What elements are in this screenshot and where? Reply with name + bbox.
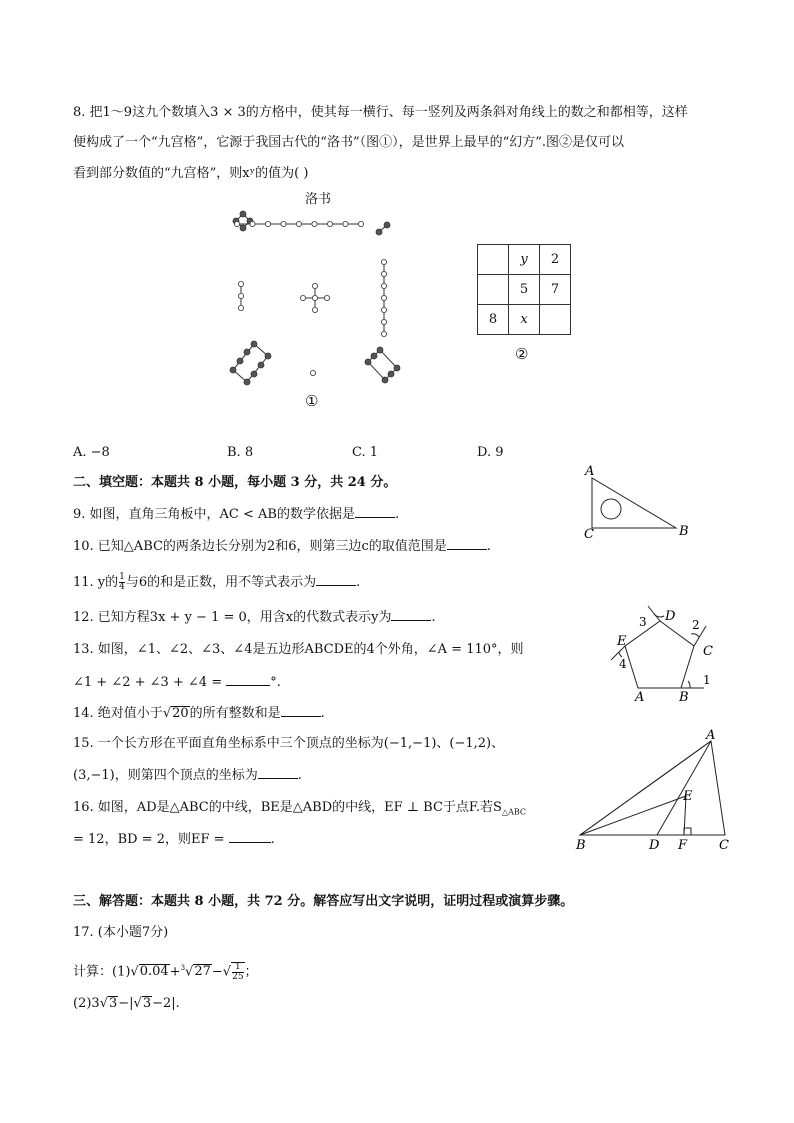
point-label: E [683, 789, 693, 804]
period: . [486, 539, 491, 554]
answer-blank [447, 537, 487, 550]
q8-line2: 便构成了一个“九宫格”，它源于我国古代的“洛书”（图①），是世界上最早的“幻方”.图②是仅可以 [73, 135, 625, 150]
q16-line1 [73, 799, 526, 822]
option-b: B. 8 [227, 445, 254, 460]
point-label: C [719, 838, 729, 853]
sqrt-sign: √ [130, 964, 139, 980]
q13-line2 [73, 673, 281, 692]
radicand: 27 [194, 964, 211, 980]
sqrt-sign: √ [162, 706, 172, 721]
sqrt-sign: √ [133, 996, 142, 1011]
answer-blank [281, 704, 321, 717]
q14-post: 的所有整数和是 [189, 706, 281, 721]
q13-line2-post: °. [270, 675, 281, 690]
q13-line2-pre: ∠1 + ∠2 + ∠3 + ∠4 = [73, 675, 223, 690]
q17-b-pre: (2)3 [73, 996, 100, 1011]
q15-line2-text: (3,−1)，则第四个顶点的坐标为 [73, 768, 258, 783]
angle-label: 3 [639, 615, 647, 629]
q16-line1-text: 16. 如图，AD是△ABC的中线，BE是△ABD的中线，EF ⊥ BC于点F.若S [73, 800, 502, 815]
period: . [431, 610, 436, 625]
point-label: B [576, 838, 586, 853]
root-index: 3 [180, 964, 186, 972]
point-label: B [679, 524, 689, 539]
q8-line3: 看到部分数值的“九宫格”，则xʸ的值为( ) [73, 166, 309, 181]
q17-part1 [73, 959, 258, 982]
fraction: $\frac{1}{4}$ [119, 572, 125, 592]
q12-text: 12. 已知方程3x + y − 1 = 0，用含x的代数式表示y为 [73, 610, 392, 625]
grid-cell: 7 [540, 275, 571, 305]
radicand: 3 [142, 996, 152, 1011]
minus: − [211, 964, 223, 980]
answer-blank [258, 766, 298, 779]
answer-blank [391, 608, 431, 621]
answer-blank [226, 673, 270, 686]
sqrt-sign: √ [222, 964, 232, 980]
period: . [270, 832, 275, 847]
option-c: C. 1 [352, 445, 379, 460]
option-d: D. 9 [477, 445, 504, 460]
q11-pre: 11. y的 [73, 575, 119, 590]
plus: + [169, 964, 181, 980]
option-a: A. −8 [73, 445, 110, 460]
q15-line1: 15. 一个长方形在平面直角坐标系中三个顶点的坐标为(−1,−1)、(−1,2)、 [73, 736, 505, 751]
grid-cell [540, 305, 571, 335]
point-label: A [585, 464, 595, 479]
semicolon: ； [244, 964, 258, 980]
q10-text: 10. 已知△ABC的两条边长分别为2和6，则第三边c的取值范围是 [73, 539, 447, 554]
q17-part2 [73, 995, 180, 1013]
angle-label: 2 [692, 618, 700, 632]
grid-cell: y [509, 245, 540, 275]
section3-title: 三、解答题：本题共 8 小题，共 72 分。解答应写出文字说明，证明过程或演算步骤。 [73, 894, 574, 909]
point-label: D [649, 838, 660, 853]
grid-cell [478, 245, 509, 275]
fig2-label: ② [515, 345, 529, 363]
q17-b-end: −2|. [152, 996, 180, 1011]
q8-line1: 8. 把1～9这九个数填入3 × 3的方格中，使其每一横行、每一竖列及两条斜对角线上的数之和都相等，这样 [73, 105, 688, 120]
grid-cell: 8 [478, 305, 509, 335]
point-label: A [706, 728, 716, 743]
q14 [73, 704, 325, 723]
answer-blank [316, 573, 356, 586]
nine-grid [477, 244, 571, 335]
radicand: 0.04 [139, 964, 169, 980]
fraction: $\frac{1}{25}$ [232, 961, 244, 982]
answer-blank [355, 505, 395, 518]
q14-pre: 14. 绝对值小于 [73, 706, 163, 721]
sqrt-sign: √ [185, 964, 194, 980]
angle-label: 4 [619, 657, 627, 671]
q17-a-pre: 计算：(1) [73, 964, 131, 980]
point-label: C [584, 527, 594, 542]
point-label: F [678, 838, 688, 853]
q16-line2-text: = 12，BD = 2，则EF = [73, 832, 225, 847]
angle-label: 1 [703, 673, 711, 687]
sqrt-sign: √ [99, 996, 108, 1011]
q17-head: 17. (本小题7分) [73, 925, 169, 940]
period: . [297, 768, 302, 783]
point-label: B [679, 690, 689, 705]
q17-b-mid: −| [118, 996, 134, 1011]
radicand: 20 [172, 706, 189, 721]
q9-text: 9. 如图，直角三角板中，AC < AB的数学依据是 [73, 507, 355, 522]
grid-cell [478, 275, 509, 305]
q11 [73, 573, 360, 592]
grid-cell: 2 [540, 245, 571, 275]
q10 [73, 537, 491, 556]
q15-line2 [73, 766, 302, 785]
radicand: 3 [108, 996, 118, 1011]
q16-line2 [73, 830, 275, 849]
point-label: E [617, 634, 627, 649]
period: . [394, 507, 400, 522]
period: . [356, 575, 361, 590]
fig1-label: ① [305, 392, 319, 410]
section2-title: 二、填空题：本题共 8 小题，每小题 3 分，共 24 分。 [73, 475, 397, 490]
q16-subscript: △ABC [501, 807, 527, 817]
q11-post: 与6的和是正数，用不等式表示为 [125, 575, 317, 590]
grid-cell: x [509, 305, 540, 335]
period: . [320, 706, 325, 721]
point-label: D [665, 609, 676, 624]
point-label: A [635, 690, 645, 705]
q13-line1: 13. 如图，∠1、∠2、∠3、∠4是五边形ABCDE的4个外角，∠A = 110°，则 [73, 642, 524, 657]
q12 [73, 608, 436, 627]
answer-blank [229, 830, 271, 843]
grid-cell: 5 [509, 275, 540, 305]
point-label: C [703, 644, 713, 659]
luoshu-title: 洛书 [305, 192, 332, 207]
q9 [73, 505, 399, 524]
